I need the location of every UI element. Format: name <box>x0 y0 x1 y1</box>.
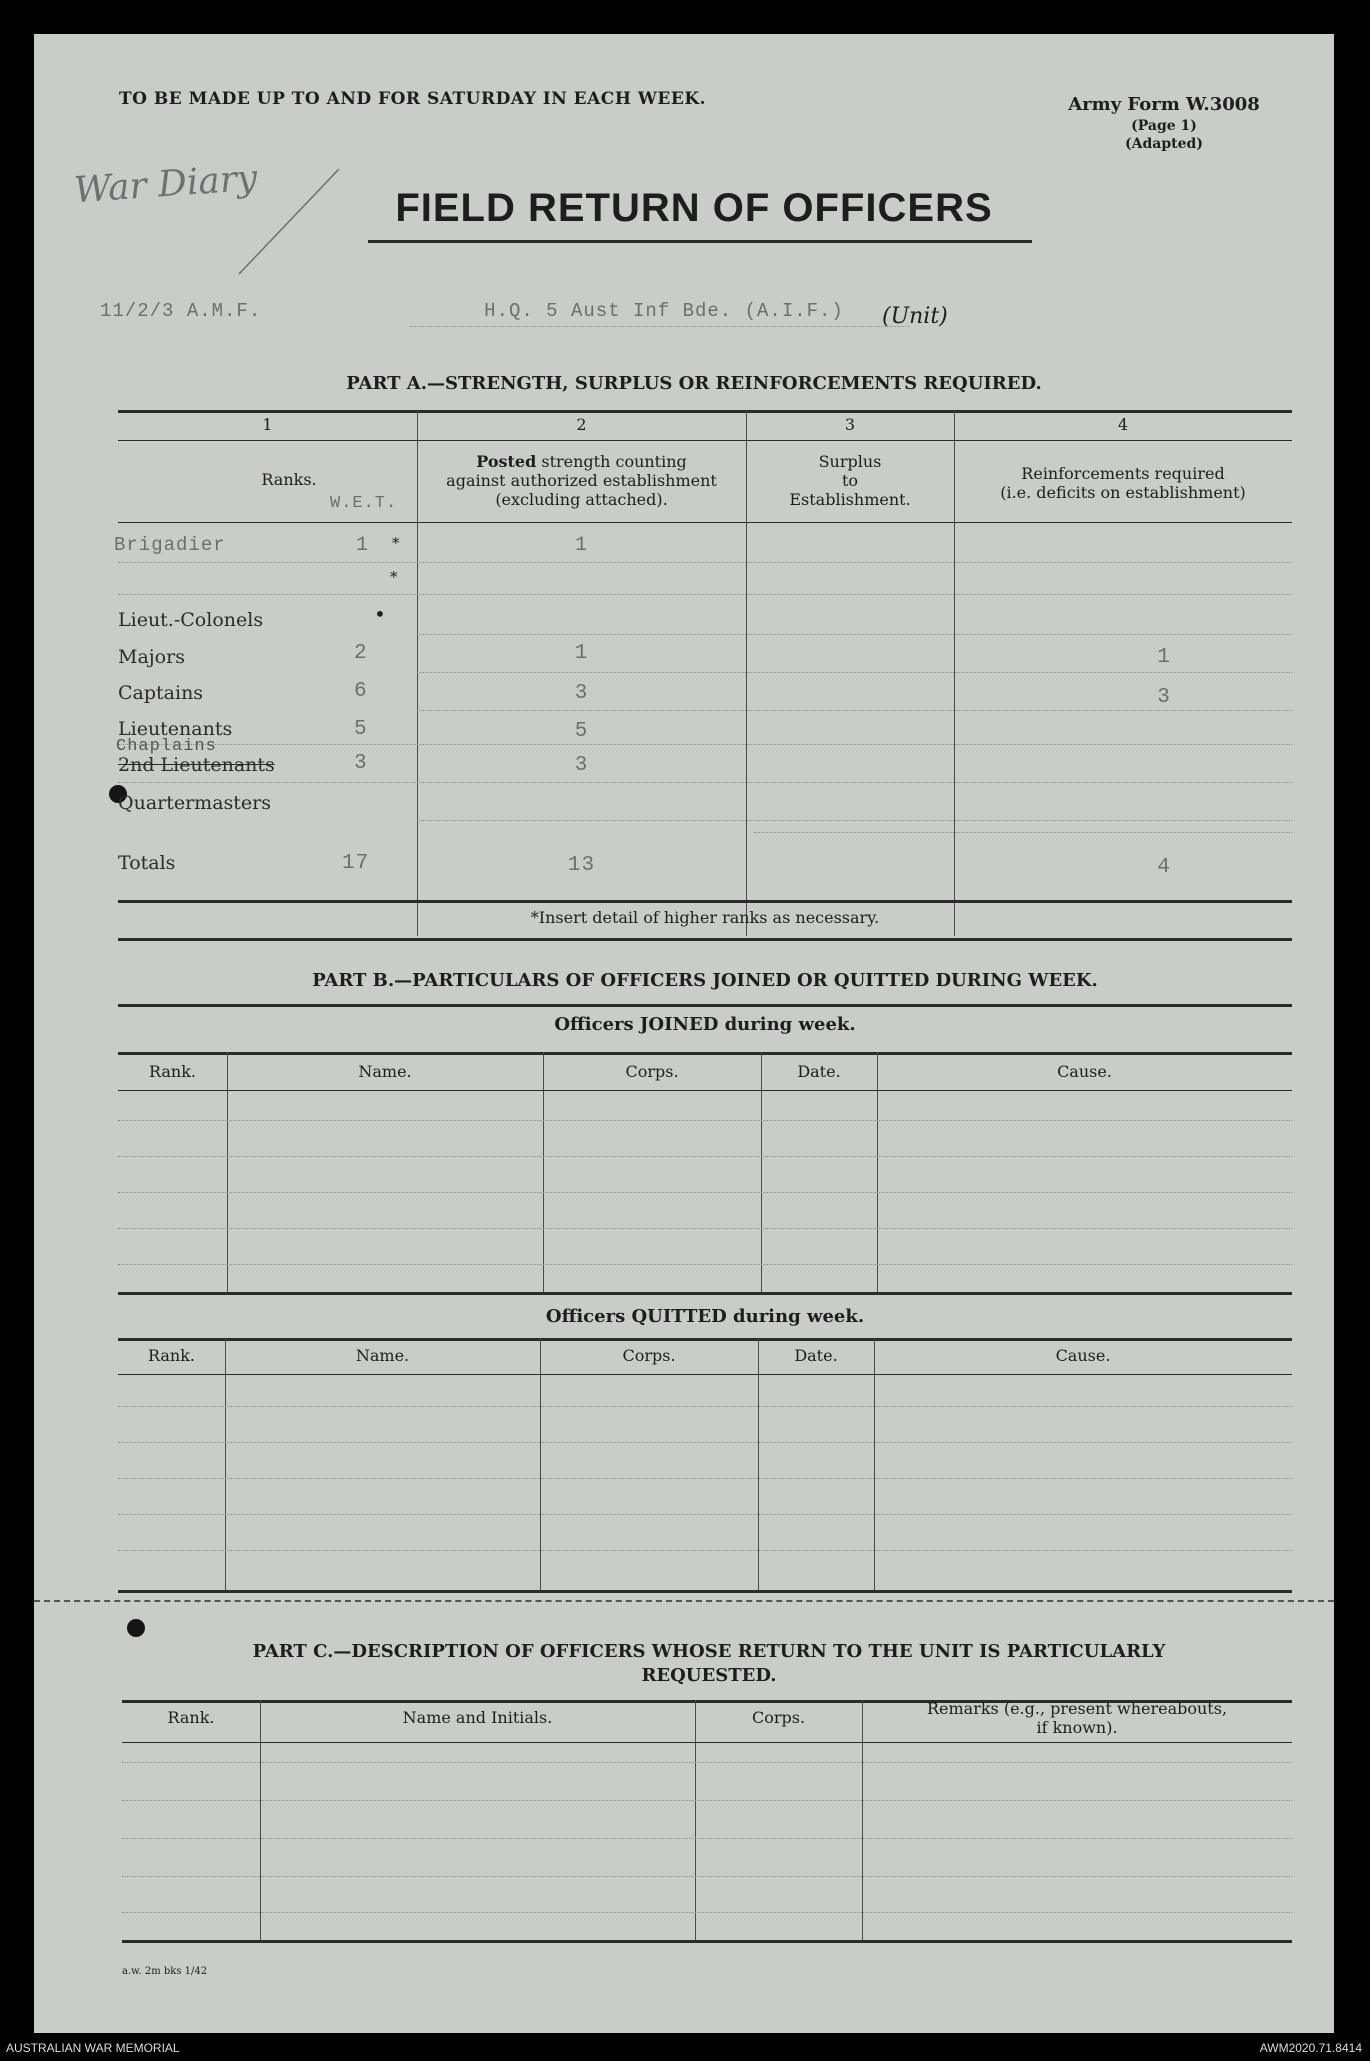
footnote: *Insert detail of higher ranks as necessary. <box>530 908 880 927</box>
joined-title: Officers JOINED during week. <box>554 1014 856 1035</box>
totals-we: 17 <box>342 852 370 875</box>
joined-col-rank: Rank. <box>148 1062 197 1081</box>
joined-col-date: Date. <box>797 1062 841 1081</box>
part-c-col-remarks: Remarks (e.g., present whereabouts, if known). <box>926 1699 1228 1737</box>
col1-subheader: W.E.T. <box>330 494 398 513</box>
part-c-col-corps: Corps. <box>751 1708 806 1727</box>
form-page-number: (Page 1) <box>1131 118 1197 134</box>
we-majors: 2 <box>354 642 368 665</box>
unit-label: (Unit) <box>882 304 948 329</box>
instruction-text: TO BE MADE UP TO AND FOR SATURDAY IN EACH WEEK. <box>119 89 707 109</box>
rank-quartermasters: Quartermasters <box>118 792 271 814</box>
part-c-col-rank: Rank. <box>167 1708 215 1727</box>
quitted-col-name: Name. <box>355 1346 410 1365</box>
archive-id: AWM2020.71.8414 <box>1259 2041 1362 2055</box>
archive-footer <box>0 2033 1370 2061</box>
reference-number: 11/2/3 A.M.F. <box>100 300 262 322</box>
reinf-majors: 1 <box>1157 646 1171 669</box>
form-page <box>34 34 1334 2035</box>
reinf-captains: 3 <box>1157 686 1171 709</box>
joined-col-cause: Cause. <box>1057 1062 1112 1081</box>
archive-name: AUSTRALIAN WAR MEMORIAL <box>6 2041 180 2055</box>
posted-2nd-lieutenants: 3 <box>574 754 589 777</box>
pencil-stroke-icon <box>229 164 349 284</box>
page-title: FIELD RETURN OF OFFICERS <box>395 186 993 230</box>
col-number-2: 2 <box>576 415 587 434</box>
title-underline <box>368 240 1032 243</box>
posted-majors: 1 <box>574 642 589 665</box>
war-diary-annotation: War Diary <box>72 157 259 212</box>
quitted-title: Officers QUITTED during week. <box>545 1306 865 1327</box>
form-number: Army Form W.3008 <box>1068 94 1260 115</box>
joined-col-name: Name. <box>358 1062 412 1081</box>
col3-header: Surplus to Establishment. <box>789 452 911 509</box>
part-c-col-name: Name and Initials. <box>402 1708 553 1727</box>
posted-lieutenants: 5 <box>574 720 589 743</box>
we-2nd-lieutenants: 3 <box>354 752 368 775</box>
we-brigadier: 1 <box>356 534 370 557</box>
quitted-col-rank: Rank. <box>147 1346 196 1365</box>
overtyped-chaplains: Chaplains <box>116 737 217 756</box>
rank-majors: Majors <box>118 646 185 668</box>
quitted-col-corps: Corps. <box>622 1346 676 1365</box>
col-number-3: 3 <box>844 415 856 434</box>
part-c-title: PART C.—DESCRIPTION OF OFFICERS WHOSE RETURN TO THE UNIT IS PARTICULARLY REQUESTED. <box>252 1641 1166 1686</box>
totals-label: Totals <box>118 852 176 874</box>
totals-reinforcements: 4 <box>1157 856 1171 879</box>
rank-2nd-lieutenants: 2nd Lieutenants <box>118 754 275 776</box>
joined-col-corps: Corps. <box>625 1062 679 1081</box>
rank-brigadier: Brigadier <box>114 534 226 556</box>
ink-dot: • <box>374 602 386 626</box>
printer-code: a.w. 2m bks 1/42 <box>122 1966 208 1977</box>
col-number-4: 4 <box>1117 415 1129 434</box>
rank-lieut-colonels: Lieut.-Colonels <box>118 609 264 631</box>
posted-captains: 3 <box>574 682 589 705</box>
unit-value: H.Q. 5 Aust Inf Bde. (A.I.F.) <box>484 300 844 322</box>
col2-header: Posted strength counting against authorized establishment (excluding attached). <box>446 452 717 509</box>
perforation-line <box>34 1600 1334 1602</box>
col-number-1: 1 <box>262 415 273 434</box>
quitted-col-date: Date. <box>794 1346 838 1365</box>
posted-brigadier: 1 <box>574 534 588 557</box>
totals-posted: 13 <box>567 854 596 877</box>
rank-captains: Captains <box>118 682 204 704</box>
asterisk-row2: * <box>390 568 398 586</box>
rank-lieutenants: Lieutenants <box>118 718 233 740</box>
part-a-title: PART A.—STRENGTH, SURPLUS OR REINFORCEMENTS REQUIRED. <box>346 373 1042 394</box>
col4-header: Reinforcements required (i.e. deficits on establishment) <box>1000 464 1246 502</box>
asterisk-row1: * <box>392 534 400 552</box>
we-captains: 6 <box>354 680 368 703</box>
we-lieutenants: 5 <box>354 718 368 741</box>
form-adapted: (Adapted) <box>1125 136 1203 152</box>
quitted-col-cause: Cause. <box>1055 1346 1111 1365</box>
part-b-title: PART B.—PARTICULARS OF OFFICERS JOINED OR QUITTED DURING WEEK. <box>312 970 1098 991</box>
col1-header: Ranks. <box>261 470 317 489</box>
